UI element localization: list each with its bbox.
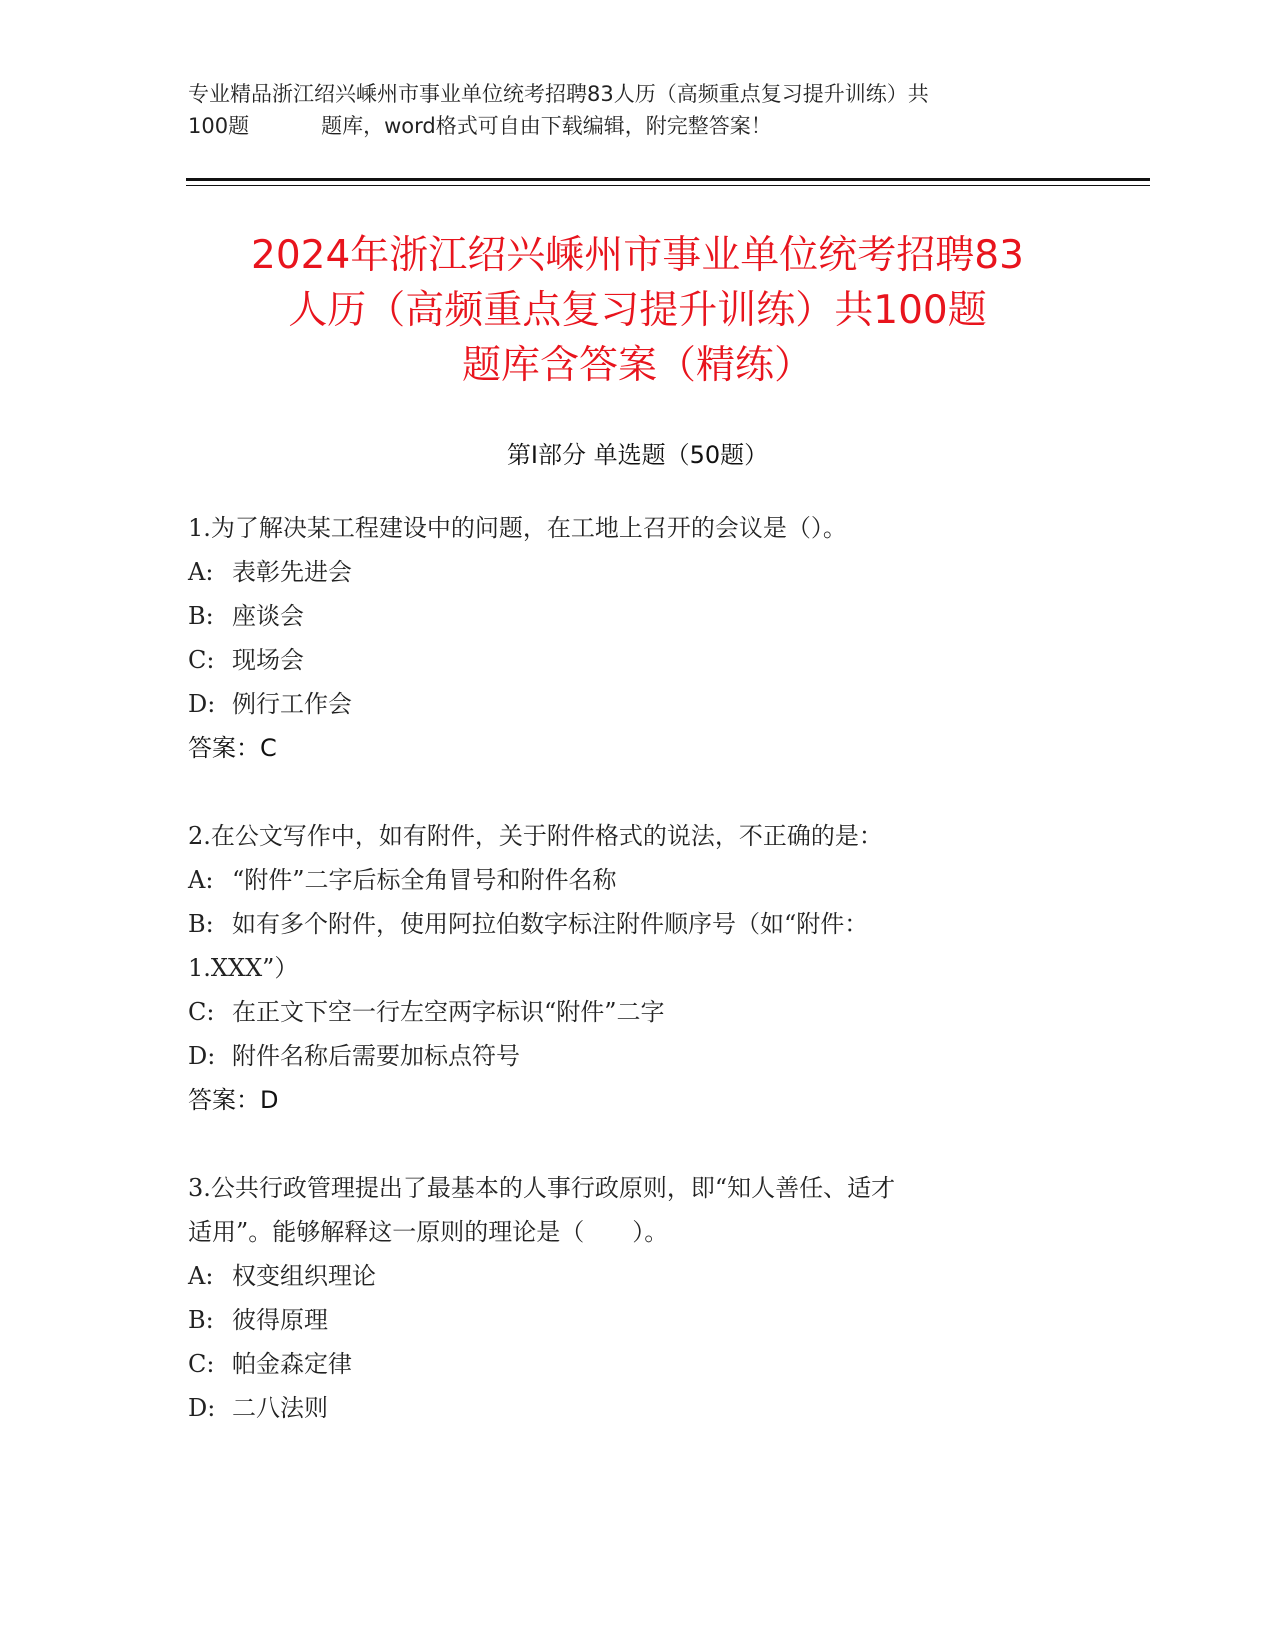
title-line-1: 2024年浙江绍兴嵊州市事业单位统考招聘83 [251, 233, 1024, 278]
option-letter: B: [188, 602, 214, 630]
question-2-option-b [188, 902, 1068, 947]
title-line-3: 题库含答案（精练） [461, 343, 813, 388]
question-1-option-a [188, 550, 1068, 595]
question-2-option-b-continued: 1.XXX”） [188, 954, 299, 982]
header-note [188, 78, 1088, 142]
option-text: 权变组织理论 [232, 1262, 376, 1290]
question-2-option-a [188, 858, 1068, 903]
option-letter: C: [188, 646, 215, 674]
option-letter: D: [188, 690, 216, 718]
header-note-count: 100题 [188, 114, 250, 138]
option-text: 附件名称后需要加标点符号 [232, 1042, 520, 1070]
option-text: 二八法则 [232, 1394, 328, 1422]
header-rule-thick [186, 178, 1150, 181]
question-1-option-d [188, 682, 1068, 727]
question-3-option-a [188, 1254, 1068, 1299]
title-line-2: 人历（高频重点复习提升训练）共100题 [288, 288, 987, 333]
option-text: 表彰先进会 [232, 558, 352, 586]
question-3-option-d [188, 1386, 1068, 1431]
header-note-line-1: 专业精品浙江绍兴嵊州市事业单位统考招聘83人历（高频重点复习提升训练）共 [188, 82, 929, 106]
option-text: 例行工作会 [232, 690, 352, 718]
header-note-description: 题库，word格式可自由下载编辑，附完整答案！ [321, 114, 772, 138]
stem-part-a: 适用”。能够解释这一原则的理论是（ [188, 1218, 585, 1246]
question-2-option-c [188, 990, 1068, 1035]
document-title [170, 228, 1105, 393]
header-note-line-2 [188, 110, 1088, 142]
option-text: 帕金森定律 [232, 1350, 352, 1378]
question-1-stem: 1.为了解决某工程建设中的问题，在工地上召开的会议是（）。 [188, 514, 847, 542]
question-2-stem: 2.在公文写作中，如有附件，关于附件格式的说法，不正确的是： [188, 822, 883, 850]
question-2-option-d [188, 1034, 1068, 1079]
question-3-stem: 3.公共行政管理提出了最基本的人事行政原则，即“知人善任、适才 [188, 1174, 896, 1202]
option-text: 彼得原理 [232, 1306, 328, 1334]
question-2-answer: 答案：D [188, 1086, 279, 1114]
option-text: 如有多个附件，使用阿拉伯数字标注附件顺序号（如“附件： [232, 910, 869, 938]
option-letter: C: [188, 998, 215, 1026]
option-letter: A: [188, 1262, 214, 1290]
option-letter: B: [188, 910, 214, 938]
option-letter: D: [188, 1042, 216, 1070]
header-rule-thin [186, 185, 1150, 186]
option-letter: C: [188, 1350, 215, 1378]
option-text: 现场会 [232, 646, 304, 674]
stem-part-b: ）。 [632, 1218, 669, 1246]
option-letter: A: [188, 558, 214, 586]
question-1-answer: 答案：C [188, 734, 277, 762]
question-1-option-c [188, 638, 1068, 683]
question-1-option-b [188, 594, 1068, 639]
option-text: 座谈会 [232, 602, 304, 630]
option-text: “附件”二字后标全角冒号和附件名称 [232, 866, 617, 894]
question-3-stem-continued [188, 1210, 1068, 1255]
option-letter: D: [188, 1394, 216, 1422]
question-3-option-b [188, 1298, 1068, 1343]
option-letter: A: [188, 866, 214, 894]
option-text: 在正文下空一行左空两字标识“附件”二字 [232, 998, 665, 1026]
question-3-option-c [188, 1342, 1068, 1387]
section-heading: 第Ⅰ部分 单选题（50题） [506, 441, 769, 469]
option-letter: B: [188, 1306, 214, 1334]
